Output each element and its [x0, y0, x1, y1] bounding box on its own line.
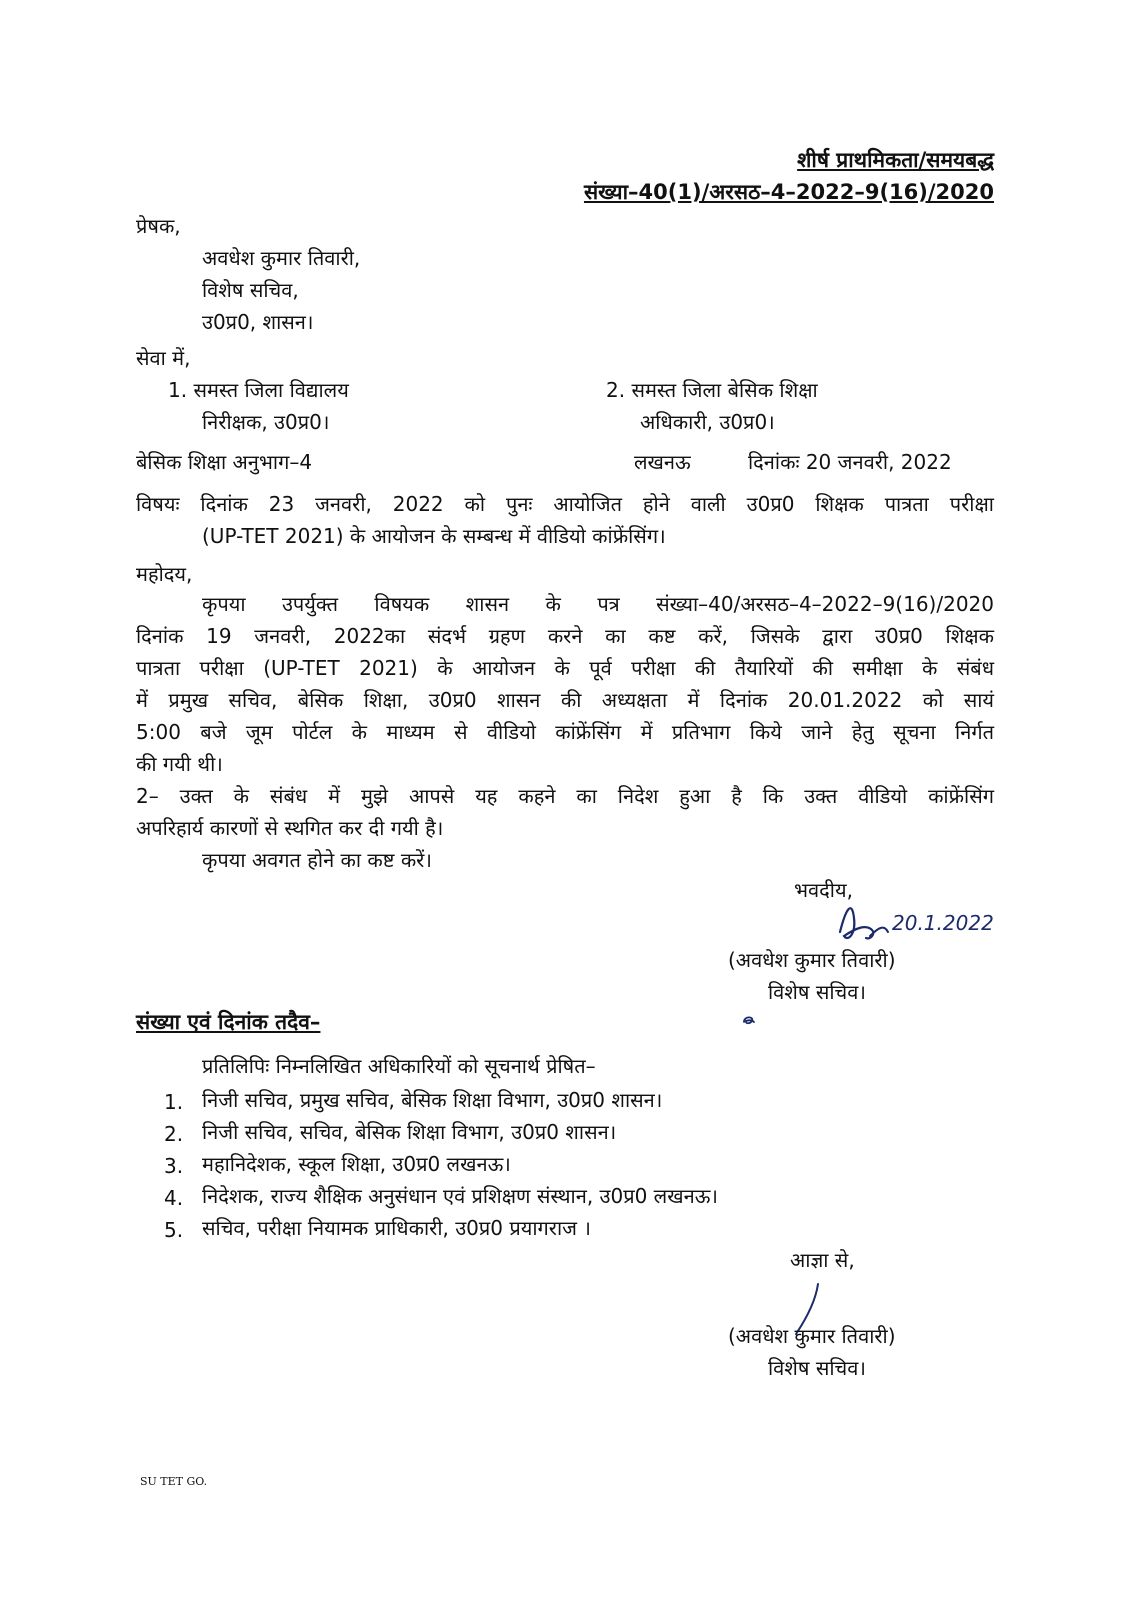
sender-office: उ0प्र0, शासन। — [202, 310, 314, 334]
recipient-2-line2: अधिकारी, उ0प्र0। — [640, 410, 775, 434]
closing-designation: विशेष सचिव। — [768, 980, 866, 1004]
copy-item-number: 3. — [164, 1154, 184, 1178]
copy-item-text: निजी सचिव, सचिव, बेसिक शिक्षा विभाग, उ0प्र0 शासन। — [202, 1120, 617, 1144]
subject-line1: विषयः दिनांक 23 जनवरी, 2022 को पुनः आयोजित होने वाली उ0प्र0 शिक्षक पात्रता परीक्षा — [136, 492, 994, 516]
paragraph-1-line2: दिनांक 19 जनवरी, 2022का संदर्भ ग्रहण करने का कष्ट करें, जिसके द्वारा उ0प्र0 शिक्षक — [136, 624, 994, 648]
sender-name: अवधेश कुमार तिवारी, — [202, 246, 361, 270]
copy-item-number: 5. — [164, 1218, 184, 1242]
order-label: आज्ञा से, — [790, 1248, 855, 1272]
paragraph-2-line2: अपरिहार्य कारणों से स्थगित कर दी गयी है। — [136, 816, 444, 840]
paragraph-1-line3: पात्रता परीक्षा (UP-TET 2021) के आयोजन के पूर्व परीक्षा की तैयारियों की समीक्षा के संबंध — [136, 656, 994, 680]
recipient-2-line1: 2. समस्त जिला बेसिक शिक्षा — [606, 378, 818, 402]
paragraph-1-line4: में प्रमुख सचिव, बेसिक शिक्षा, उ0प्र0 शासन की अध्यक्षता में दिनांक 20.01.2022 को सायं — [136, 688, 994, 712]
copy-item-text: निजी सचिव, प्रमुख सचिव, बेसिक शिक्षा विभाग, उ0प्र0 शासन। — [202, 1088, 663, 1112]
closing-yours: भवदीय, — [794, 878, 853, 902]
order-designation: विशेष सचिव। — [768, 1356, 866, 1380]
sender-designation: विशेष सचिव, — [202, 278, 299, 302]
copy-item-text: महानिदेशक, स्कूल शिक्षा, उ0प्र0 लखनऊ। — [202, 1152, 511, 1176]
recipient-1-line1: 1. समस्त जिला विद्यालय — [168, 378, 349, 402]
reference-number: संख्या–40(1)/अरसठ–4–2022–9(16)/2020 — [583, 180, 994, 204]
salutation: महोदय, — [136, 562, 193, 586]
copy-heading: संख्या एवं दिनांक तदैव– — [136, 1010, 321, 1034]
ink-mark — [740, 1012, 760, 1028]
copy-item-number: 2. — [164, 1122, 184, 1146]
letter-date: दिनांकः 20 जनवरी, 2022 — [748, 450, 952, 474]
priority-label: शीर्ष प्राथमिकता/समयबद्ध — [797, 148, 994, 172]
copy-item-text: सचिव, परीक्षा नियामक प्राधिकारी, उ0प्र0 प्रयागराज । — [202, 1216, 591, 1240]
subject-line2: (UP-TET 2021) के आयोजन के सम्बन्ध में वीडियो कांफ्रेंसिंग। — [202, 524, 666, 548]
sender-label: प्रेषक, — [136, 214, 181, 238]
copy-item-text: निदेशक, राज्य शैक्षिक अनुसंधान एवं प्रशिक्षण संस्थान, उ0प्र0 लखनऊ। — [202, 1184, 718, 1208]
recipients-label: सेवा में, — [136, 346, 191, 370]
copy-item-number: 4. — [164, 1186, 184, 1210]
place: लखनऊ — [634, 450, 691, 474]
closing-name: (अवधेश कुमार तिवारी) — [728, 948, 896, 972]
paragraph-1-line5: 5:00 बजे जूम पोर्टल के माध्यम से वीडियो कांफ्रेंसिंग में प्रतिभाग किये जाने हेतु सूचना निर्गत — [136, 720, 994, 744]
footer-code: SU TET GO. — [140, 1475, 208, 1488]
paragraph-2-line1: 2– उक्त के संबंध में मुझे आपसे यह कहने का निदेश हुआ है कि उक्त वीडियो कांफ्रेंसिंग — [136, 784, 994, 808]
recipient-1-line2: निरीक्षक, उ0प्र0। — [202, 410, 330, 434]
copy-intro: प्रतिलिपिः निम्नलिखित अधिकारियों को सूचनार्थ प्रेषित– — [202, 1054, 596, 1078]
paragraph-1-line6: की गयी थी। — [136, 752, 223, 776]
paragraph-1-line1: कृपया उपर्युक्त विषयक शासन के पत्र संख्या–40/अरसठ–4–2022–9(16)/2020 — [202, 592, 994, 616]
section-name: बेसिक शिक्षा अनुभाग–4 — [136, 450, 313, 474]
copy-item-number: 1. — [164, 1090, 184, 1114]
order-name: (अवधेश कुमार तिवारी) — [728, 1324, 896, 1348]
signature-date: 20.1.2022 — [892, 911, 994, 935]
paragraph-3: कृपया अवगत होने का कष्ट करें। — [202, 848, 432, 872]
